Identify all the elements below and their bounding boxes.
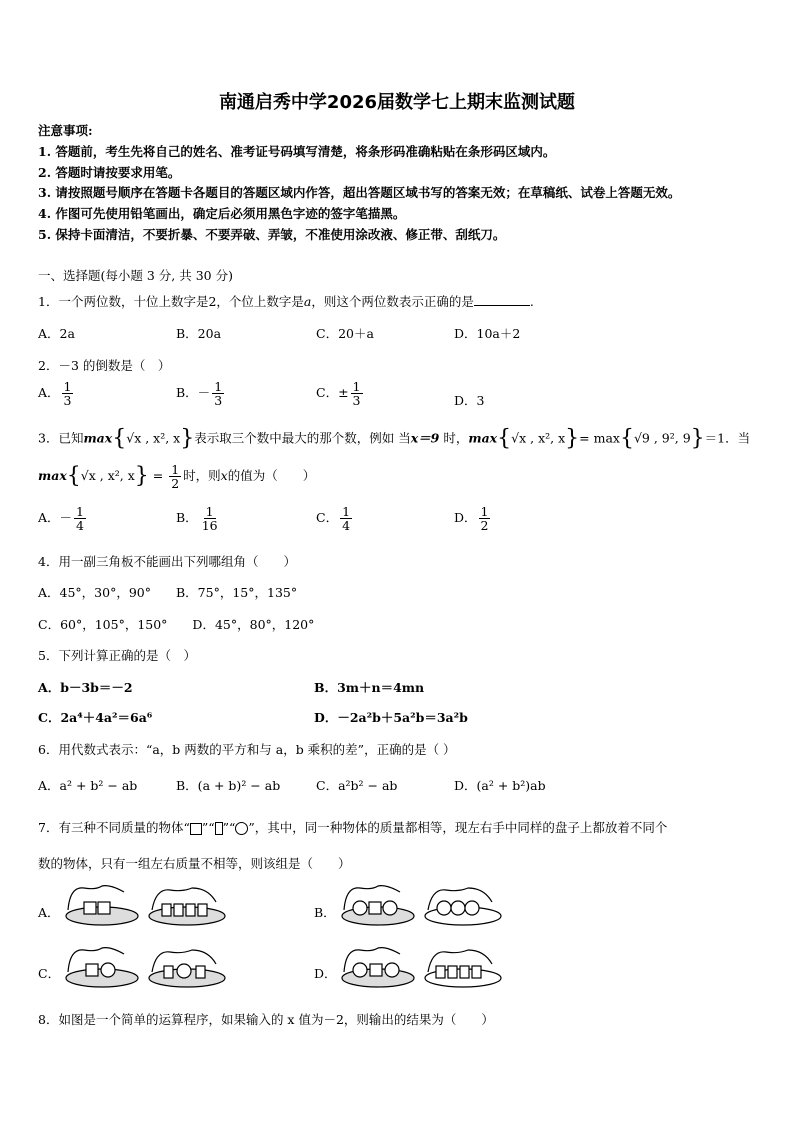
cube-icon (190, 823, 202, 835)
page-title: 南通启秀中学2026届数学七上期末监测试题 (218, 92, 576, 113)
question-3-line-1: 3．已知max{√x , x², x}表示取三个数中最大的那个数，例如 当x＝9 时，max{√x , x², x}= max{√9 , 9², 9}＝1．当 (38, 426, 751, 451)
q7-option-d-label: D． (314, 966, 337, 981)
q6-option-d: D．(a² + b²)ab (454, 778, 546, 793)
q7-figure-c (62, 942, 232, 998)
q2-option-c: C．± $\frac{1}{3}$ (316, 379, 361, 409)
q2-option-a: A． $\frac{1}{3}$ (38, 379, 72, 409)
notice-item-4: 4. 作图可先使用铅笔画出，确定后必须用黑色字迹的签字笔描黑。 (38, 206, 406, 221)
question-4-stem: 4．用一副三角板不能画出下列哪组角（ ） (38, 554, 296, 569)
question-3-line-2: max{√x , x², x} = $\frac{1}{2}$ 时，则x的值为（ ） (38, 462, 316, 492)
q2-option-d: D．3 (454, 393, 485, 408)
q1-option-b: B．20a (176, 326, 222, 341)
section-heading: 一、选择题(每小题 3 分, 共 30 分) (38, 268, 233, 283)
question-5-stem: 5．下列计算正确的是（ ） (38, 648, 196, 663)
q7-option-a-label: A． (38, 905, 60, 920)
question-1-stem: 1．一个两位数，十位上数字是2，个位上数字是a，则这个两位数表示正确的是 . (38, 294, 534, 309)
q2-option-b: B．－ $\frac{1}{3}$ (176, 379, 223, 409)
question-2-stem: 2．－3 的倒数是（ ） (38, 358, 171, 373)
q4-options-cd: C．60°，105°，150° D．45°，80°，120° (38, 617, 315, 632)
question-6-stem: 6．用代数式表示：“a，b 两数的平方和与 a，b 乘积的差”，正确的是（ ） (38, 742, 456, 757)
cylinder-icon (215, 822, 223, 835)
q6-option-b: B．(a + b)² − ab (176, 778, 281, 793)
q3-option-c: C． $\frac{1}{4}$ (316, 504, 351, 534)
ball-icon (235, 822, 248, 835)
question-7-line-2: 数的物体，只有一组左右质量不相等，则该组是（ ） (38, 856, 351, 871)
q7-figure-a (62, 880, 232, 936)
notice-item-5: 5. 保持卡面清洁，不要折暴、不要弄破、弄皱，不准使用涂改液、修正带、刮纸刀。 (38, 227, 506, 242)
notice-item-1: 1. 答题前，考生先将自己的姓名、准考证号码填写清楚，将条形码准确粘贴在条形码区域内。 (38, 144, 556, 159)
notice-item-2: 2. 答题时请按要求用笔。 (38, 165, 181, 180)
q3-option-b: B． $\frac{1}{16}$ (176, 504, 218, 534)
notice-item-3: 3. 请按照题号顺序在答题卡各题目的答题区域内作答，超出答题区域书写的答案无效；在草稿纸、试卷上答题无效。 (38, 185, 681, 200)
q7-option-c-label: C． (38, 966, 61, 981)
q1-option-a: A．2a (38, 326, 75, 341)
q3-option-a: A．－ $\frac{1}{4}$ (38, 504, 84, 534)
q4-options-ab: A．45°，30°，90° B．75°，15°，135° (38, 585, 298, 600)
q1-option-c: C．20＋a (316, 326, 374, 341)
q5-option-c: C．2a⁴＋4a²＝6a⁶ (38, 710, 153, 725)
notice-heading: 注意事项: (38, 123, 93, 138)
q5-option-b: B．3m＋n＝4mn (314, 680, 425, 695)
q6-option-c: C．a²b² − ab (316, 778, 398, 793)
question-8-stem: 8．如图是一个简单的运算程序，如果输入的 x 值为－2，则输出的结果为（ ） (38, 1012, 494, 1027)
q5-option-a: A．b－3b＝－2 (38, 680, 133, 695)
q7-option-b-label: B． (314, 905, 336, 920)
question-7-line-1: 7．有三种不同质量的物体“ ”“ ”“ ”，其中，同一种物体的质量都相等，现左右手中同样的盘子上都放着不同个 (38, 820, 668, 835)
q5-option-d: D．－2a²b＋5a²b＝3a²b (314, 710, 468, 725)
q1-option-d: D．10a＋2 (454, 326, 521, 341)
q3-option-d: D． $\frac{1}{2}$ (454, 504, 489, 534)
q6-option-a: A．a² + b² − ab (38, 778, 138, 793)
q7-figure-b (338, 880, 508, 936)
q7-figure-d (338, 942, 508, 998)
